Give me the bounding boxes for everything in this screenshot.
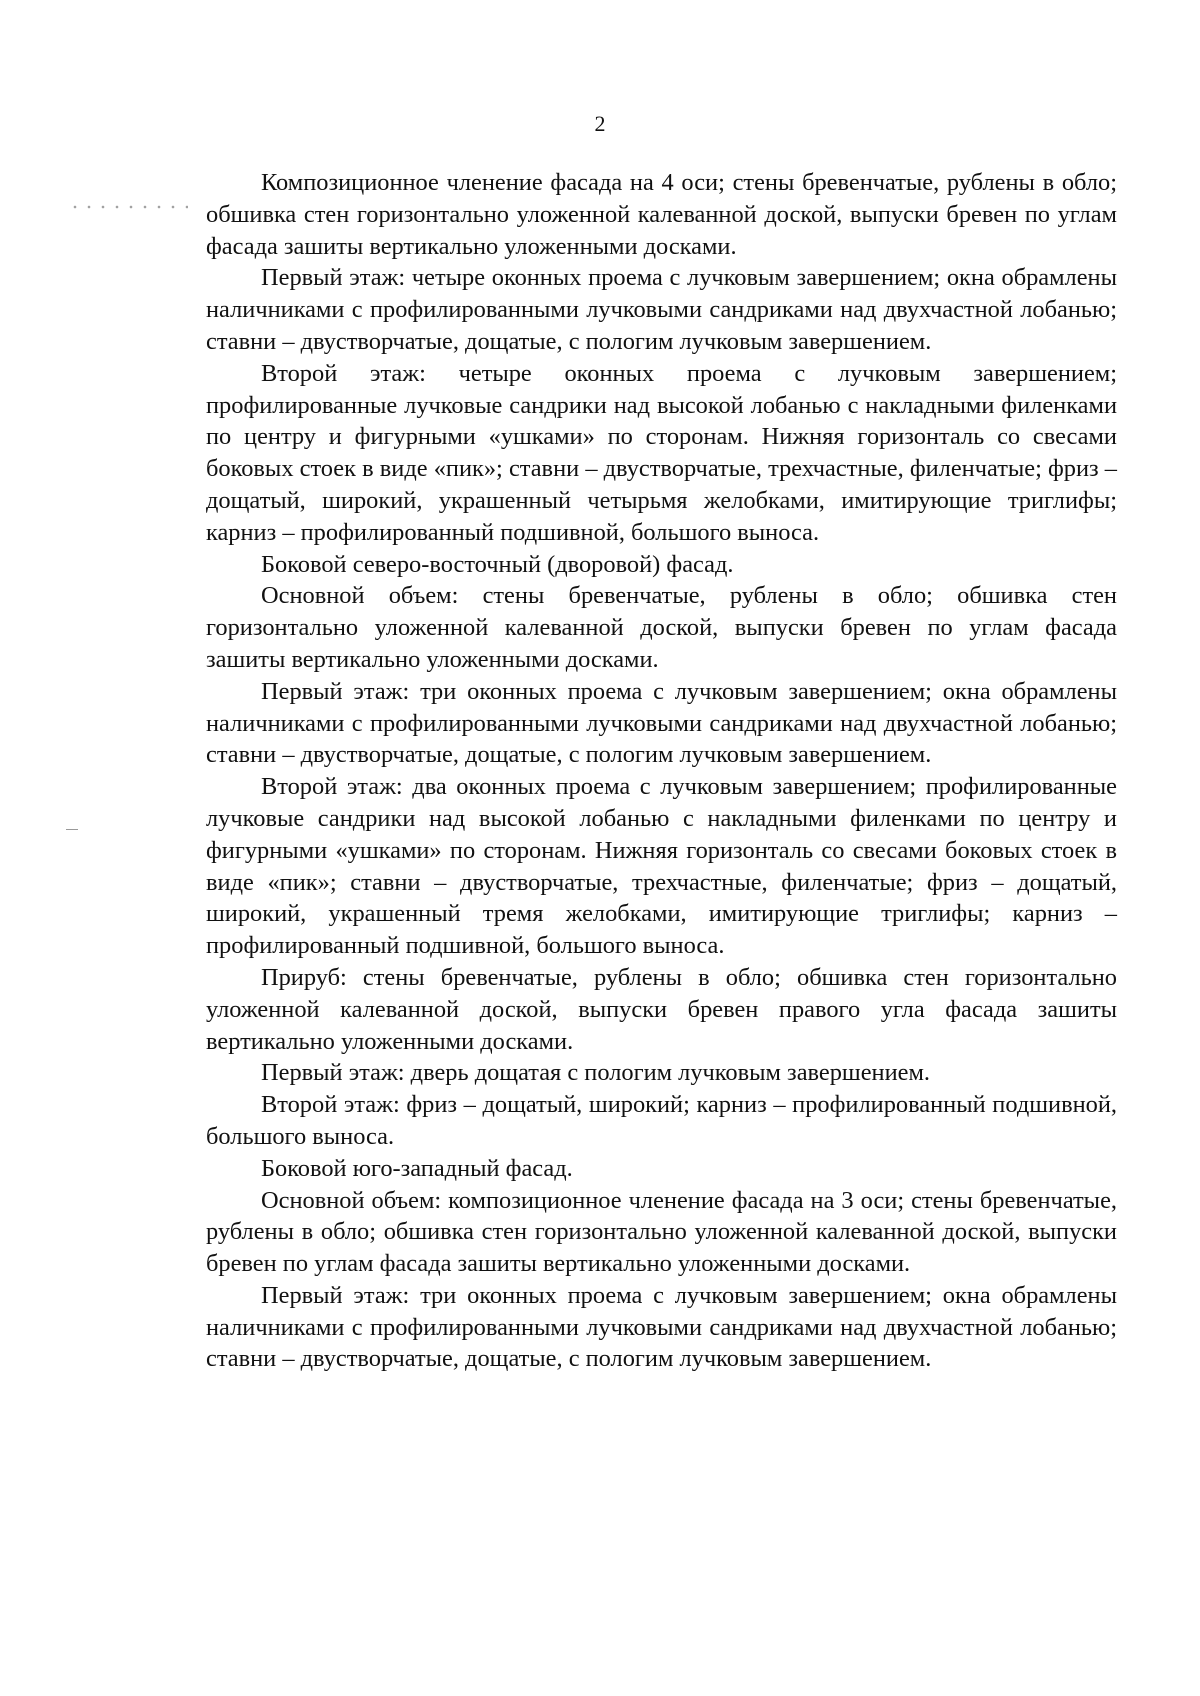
section-heading-northeast-facade: Боковой северо-восточный (дворовой) фасад. [261, 550, 734, 578]
document-body [206, 167, 1117, 1375]
paragraph-facade-composition: Композиционное членение фасада на 4 оси; стены бревенчатые, рублены в обло; обшивка стен горизонтально уложенной калеванной доской, выпуски бревен по углам фасада зашиты вертикально уложенными досками. [206, 169, 1117, 260]
section-heading-southwest-facade: Боковой юго-западный фасад. [261, 1154, 573, 1182]
paragraph-first-floor: Первый этаж: четыре оконных проема с лучковым завершением; окна обрамлены наличниками с профилированными лучковыми сандриками над двухчастной лобанью; ставни – двустворчатые, дощатые, с пологим лучковым завершением. [206, 264, 1117, 355]
paragraph-first-floor: Первый этаж: три оконных проема с лучковым завершением; окна обрамлены наличниками с профилированными лучковыми сандриками над двухчастной лобанью; ставни – двустворчатые, дощатые, с пологим лучковым завершением. [206, 1281, 1117, 1373]
paragraph-first-floor: Первый этаж: три оконных проема с лучковым завершением; окна обрамлены наличниками с профилированными лучковыми сандриками над двухчастной лобанью; ставни – двустворчатые, дощатые, с пологим лучковым завершением. [206, 677, 1117, 769]
paragraph-second-floor: Второй этаж: фриз – дощатый, широкий; карниз – профилированный подшивной, большого выноса. [206, 1091, 1117, 1150]
scan-artifact-dots [68, 205, 188, 209]
paragraph-second-floor: Второй этаж: четыре оконных проема с лучковым завершением; профилированные лучковые сандрики над высокой лобанью с накладными филенками по центру и фигурными «ушками» по сторонам. Нижняя горизонталь со свесами боковых стоек в виде «пик»; ставни – двустворчатые, трехчастные, филенчатые; фриз – дощатый, широкий, украшенный четырьмя желобками, имитирующие триглифы; карниз – профилированный подшивной, большого выноса. [206, 359, 1117, 546]
page-number: 2 [594, 111, 606, 136]
paragraph-main-volume: Основной объем: стены бревенчатые, рублены в обло; обшивка стен горизонтально уложенной калеванной доской, выпуски бревен по углам фасада зашиты вертикально уложенными досками. [206, 582, 1117, 673]
paragraph-second-floor: Второй этаж: два оконных проема с лучковым завершением; профилированные лучковые сандрики над высокой лобанью с накладными филенками по центру и фигурными «ушками» по сторонам. Нижняя горизонталь со свесами боковых стоек в виде «пик»; ставни – двустворчатые, трехчастные, филенчатые; фриз – дощатый, широкий, украшенный тремя желобками, имитирующие триглифы; карниз – профилированный подшивной, большого выноса. [206, 773, 1117, 960]
paragraph-main-volume: Основной объем: композиционное членение фасада на 3 оси; стены бревенчатые, рублены в обло; обшивка стен горизонтально уложенной калеванной доской, выпуски бревен по углам фасада зашиты вертикально уложенными досками. [206, 1186, 1117, 1278]
scan-artifact-dash [66, 829, 78, 830]
paragraph-first-floor: Первый этаж: дверь дощатая с пологим лучковым завершением. [261, 1059, 930, 1087]
paragraph-annex: Прируб: стены бревенчатые, рублены в обло; обшивка стен горизонтально уложенной калеванной доской, выпуски бревен правого угла фасада зашиты вертикально уложенными досками. [206, 963, 1117, 1055]
